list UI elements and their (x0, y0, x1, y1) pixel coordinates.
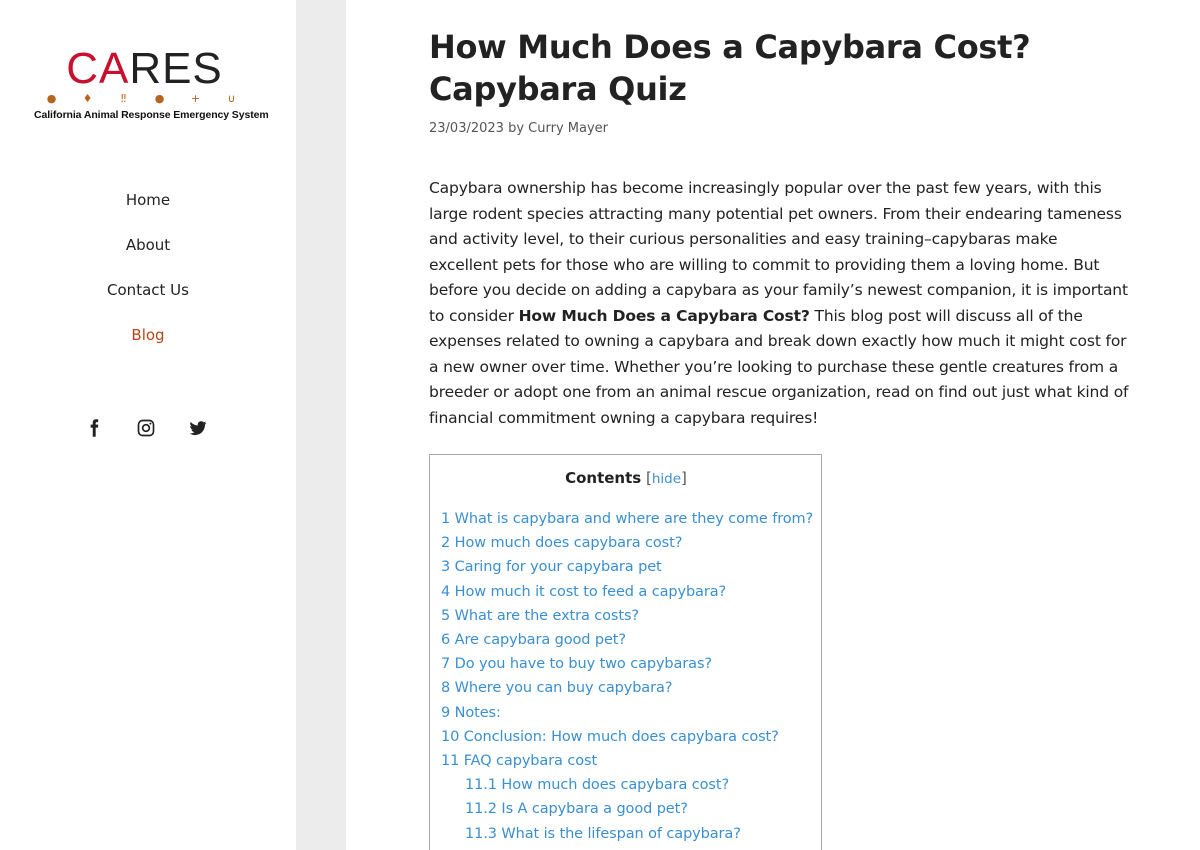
nav-item-blog[interactable]: Blog (131, 326, 165, 344)
horseshoe-icon: ∪ (227, 92, 236, 105)
toc-item[interactable]: 4 How much it cost to feed a capybara? (441, 583, 727, 600)
toc-list (441, 507, 814, 846)
logo-wordmark: CARES (66, 44, 223, 93)
main-content (346, 0, 1200, 850)
paw-icon: ● (46, 92, 57, 105)
intro-highlight: How Much Does a Capybara Cost? (518, 306, 810, 325)
toc-subitem[interactable]: 11.3 What is the lifespan of capybara? (465, 825, 741, 842)
toc-item[interactable]: 6 Are capybara good pet? (441, 632, 626, 649)
twitter-link[interactable] (184, 414, 212, 442)
facebook-icon (84, 418, 104, 438)
paw-icon: ● (154, 92, 165, 105)
article-date[interactable]: 23/03/2023 (429, 121, 504, 136)
instagram-icon (136, 418, 156, 438)
toc-item[interactable]: 5 What are the extra costs? (441, 607, 640, 624)
toc-subitem[interactable]: 11.2 Is A capybara a good pet? (465, 801, 688, 818)
article-intro: Capybara ownership has become increasingly popular over the past few years, with this large rodent species attracting many potential pet owners. From their endearing tameness and activity level, to their curious personalities and easy training–capybaras make excellent pets for those who are willing to commit to providing them a loving home. But before you decide on adding a capybara as your family’s newest companion, it is important to consider How Much Does a Capybara Cost? This blog post will discuss all of the expenses related to owning a capybara and break down exactly how much it might cost for a new owner over time. Whether you’re looking to purchase these gentle creatures from a breeder or adopt one from an animal rescue organization, read on find out just what kind of financial commitment owning a capybara requires! (429, 179, 1129, 427)
article-by: by (508, 121, 525, 136)
nav-item-home[interactable]: Home (125, 191, 171, 209)
nav-item-contact-us[interactable]: Contact Us (107, 281, 189, 299)
toc-item[interactable]: 3 Caring for your capybara pet (441, 559, 662, 576)
toc-header: Contents [hide] (565, 469, 687, 487)
toc-subitem[interactable]: 11.1 How much does capybara cost? (465, 777, 730, 794)
main-nav (0, 186, 296, 366)
content-gutter (296, 0, 346, 850)
facebook-link[interactable] (80, 414, 108, 442)
social-links (80, 414, 212, 442)
toc-item[interactable]: 7 Do you have to buy two capybaras? (441, 656, 713, 673)
nav-item-about[interactable]: About (125, 236, 171, 254)
sidebar (0, 0, 296, 850)
article-meta (429, 120, 1131, 138)
toc-item[interactable]: 8 Where you can buy capybara? (441, 680, 673, 697)
hoof-icon: ‼ (120, 92, 127, 105)
toc-item[interactable]: 9 Notes: (441, 704, 501, 721)
blog-article (429, 26, 1131, 431)
toc-item[interactable]: 1 What is capybara and where are they come from? (441, 511, 814, 527)
logo-icon-row (24, 92, 259, 106)
toc-hide-link[interactable]: hide (651, 471, 682, 487)
toc-item[interactable]: 10 Conclusion: How much does capybara cost? (441, 728, 779, 745)
site-logo[interactable] (34, 44, 269, 130)
article-author[interactable]: Curry Mayer (528, 121, 608, 136)
cross-icon: + (190, 92, 201, 105)
article-title: How Much Does a Capybara Cost? Capybara Quiz (429, 28, 1031, 108)
instagram-link[interactable] (132, 414, 160, 442)
acorn-icon: ♦ (82, 92, 93, 105)
table-of-contents (429, 454, 822, 850)
twitter-icon (188, 418, 208, 438)
logo-tagline: California Animal Response Emergency System (34, 109, 269, 121)
toc-item[interactable]: 2 How much does capybara cost? (441, 535, 683, 552)
toc-title: Contents (565, 469, 642, 487)
toc-item[interactable]: 11 FAQ capybara cost (441, 753, 598, 770)
